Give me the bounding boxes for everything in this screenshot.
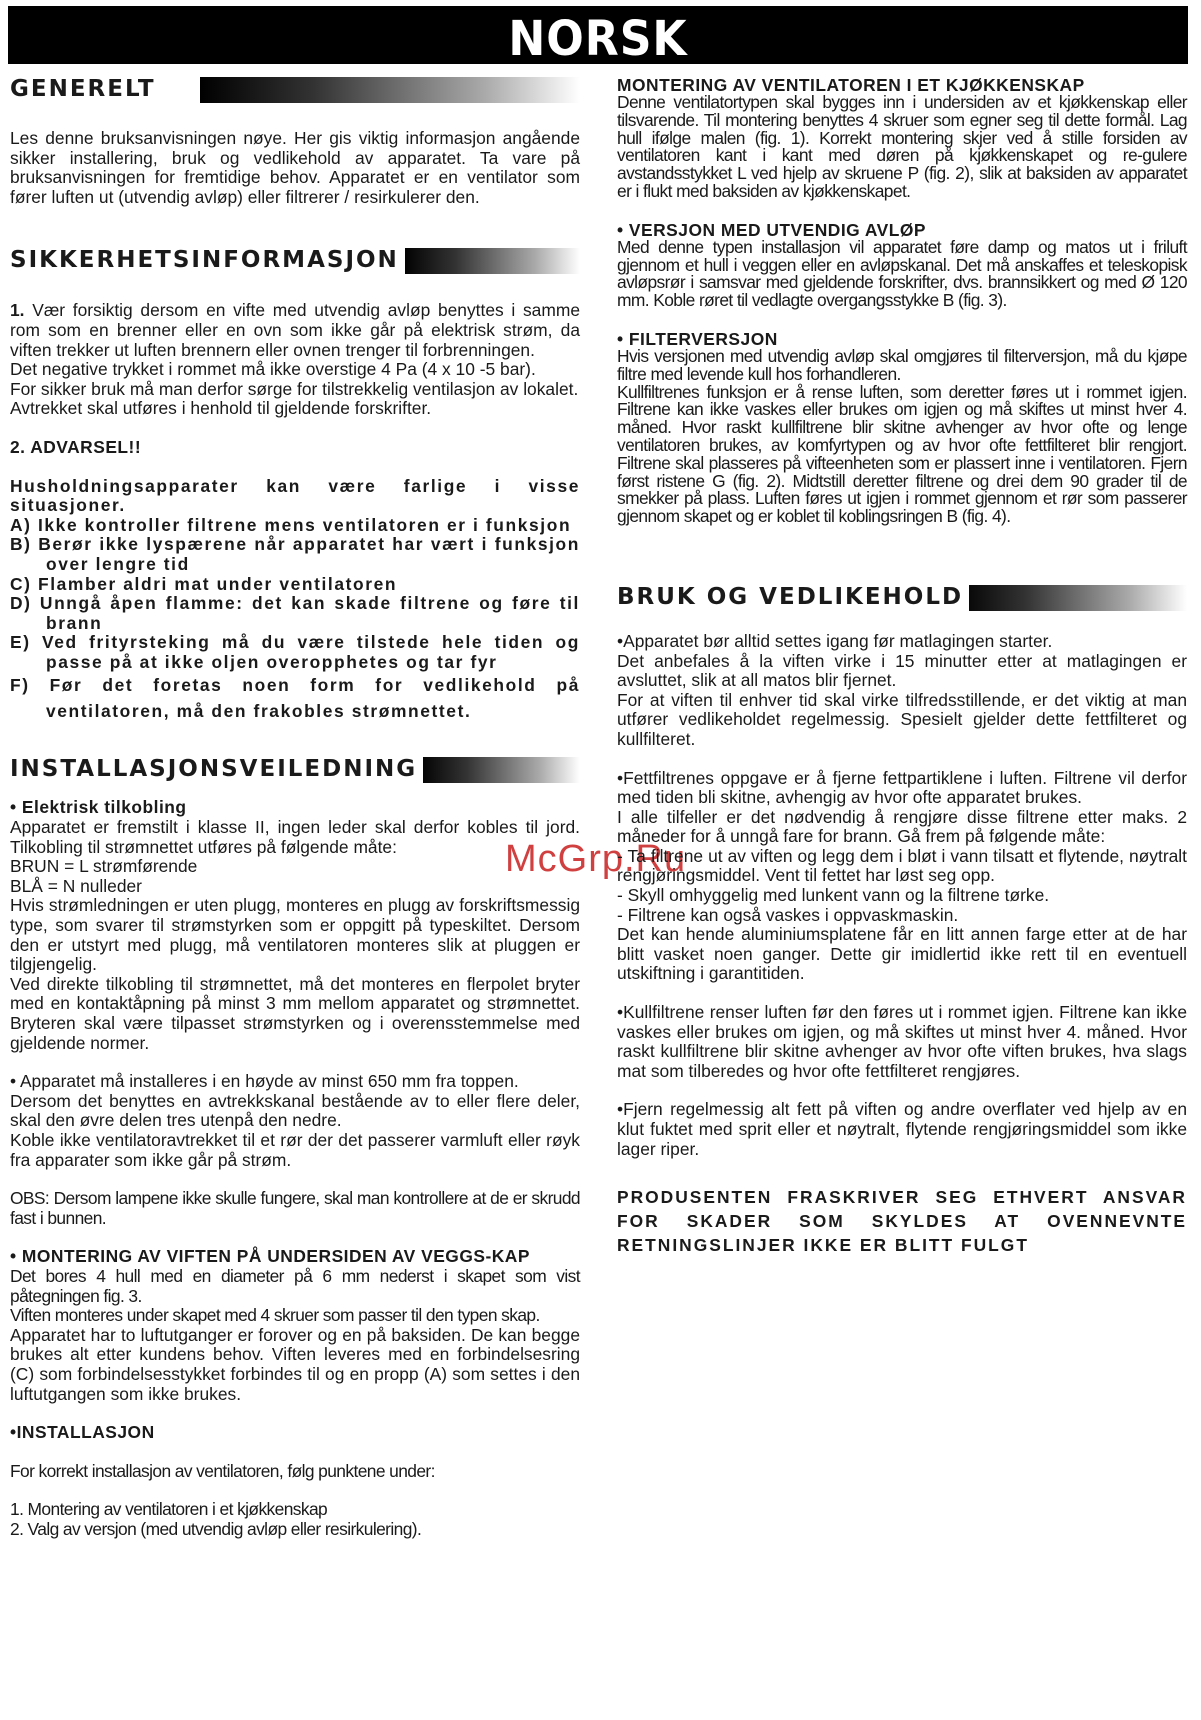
- heading-gradient-bar: [200, 77, 580, 103]
- utvendig-text: Med denne typen installasjon vil apparatet føre damp og matos ut i friluft gjennom et hull i veggen eller en avløpskanal. Det må anskaffes et teleskopisk avløpsrør i samsvar med gjeldende forskrifter, dvs. brannsikkert og med Ø 120 mm. Koble røret til vedlagte overgangsstykke B (fig. 3).: [617, 236, 1187, 311]
- fettfilter-text-6: Det kan hende aluminiumsplatene får en litt annen farge etter at de har blitt vasket noen ganger. Dette gir imidlertid ikke rett til en eventuell utskiftning i garantitiden.: [617, 924, 1187, 984]
- fettfilter-text-3: - Ta filtrene ut av viften og legg dem i bløt i vann tilsatt et flytende, nøytralt rengjøringsmiddel. Vent til fettet har løst seg opp.: [617, 845, 1187, 886]
- language-banner: [8, 6, 1188, 67]
- section-heading-sikkerhet: SIKKERHETSINFORMASJON: [10, 245, 580, 275]
- banner-title: NORSK: [508, 11, 688, 67]
- safety-paragraph-2: Det negative trykket i rommet må ikke overstige 4 Pa (4 x 10 -5 bar).: [10, 359, 536, 380]
- filter-text-2: Kullfiltrenes funksjon er å rense luften, som deretter føres ut i rommet igjen. Filtrene kan ikke vaskes eller brukes om igjen og må skiftes ut minst hver 4. måned. Hvor raskt kullfiltrene blir skitne avhenger av hvor ofte og lenge ventilatoren brukes, av komfyrtypen og av hvor ofte fettfilteret blir rengjort. Filtrene skal plasseres på vifteenheten som er plassert inne i ventilatoren. Fjern først ristene G (fig. 2). Midtstill deretter filtrene og drei dem 90 grader til de smekker på plass. Luften føres ut igjen i rommet gjennom et rør som passerer gjennom skapet og er koblet til koblingsringen B (fig. 4).: [617, 381, 1187, 527]
- list-item: D) Unngå åpen flamme: det kan skade filtrene og føre til brann: [10, 593, 580, 633]
- elektrisk-title: • Elektrisk tilkobling: [10, 797, 187, 818]
- height-text-2: Dersom det benyttes en avtrekkskanal bestående av to eller flere deler, skal den øvre delen tres utenpå den nedre.: [10, 1090, 580, 1131]
- warning-intro: Husholdningsapparater kan være farlige i visse situasjoner.: [10, 475, 580, 516]
- elektrisk-text-1: Apparatet er fremstilt i klasse II, ingen leder skal derfor kobles til jord. Tilkobling til strømnettet utføres på følgende måte:: [10, 817, 580, 857]
- installasjon-intro: For korrekt installasjon av ventilatoren, følg punktene under:: [10, 1460, 435, 1481]
- safety-paragraph-1: 1. Vær forsiktig dersom en vifte med utvendig avløp benyttes i samme rom som en brenner eller en ovn som ikke går på elektrisk strøm, da viften trekker ut luften brennern eller ovnen trenger til forbrenningen.: [10, 300, 580, 360]
- fettfilter-text-2: I alle tilfeller er det nødvendig å rengjøre disse filtrene etter maks. 2 måneder for å unngå fare for brann. Gå frem på følgende måte:: [617, 806, 1187, 847]
- heading-gradient-bar: [957, 585, 1187, 611]
- disclaimer: PRODUSENTEN FRASKRIVER SEG ETHVERT ANSVAR FOR SKADER SOM SKYLDES AT OVENNEVNTE RETNINGSLINJER IKKE ER BLITT FULGT: [617, 1187, 1187, 1256]
- veggskap-text-3: Apparatet har to luftutganger er forover og en på baksiden. De kan begge brukes alt etter kundens behov. Viften leveres med en forbindelsesring (C) som forbindelsesstykket forbindes til og en propp (A) som settes i den luftutgangen som ikke brukes.: [10, 1324, 580, 1404]
- elektrisk-text-2: Hvis strømledningen er uten plugg, monteres en plugg av forskriftsmessig type, som svarer til strømstyrken som er oppgitt på typeskiltet. Dersom den er utstyrt med plugg, må ventilatoren monteres slik at pluggen er tilgjengelig.: [10, 895, 580, 975]
- veggskap-text-2: Viften monteres under skapet med 4 skruer som passer til den typen skap.: [10, 1305, 540, 1326]
- filter-title: • FILTERVERSJON: [617, 328, 778, 349]
- height-text-1: • Apparatet må installeres i en høyde av minst 650 mm fra toppen.: [10, 1071, 519, 1092]
- warning-list: [10, 516, 580, 725]
- veggskap-title: • MONTERING AV VIFTEN PÅ UNDERSIDEN AV VEGGS-KAP: [10, 1246, 530, 1267]
- bruk-text-1: •Apparatet bør alltid settes igang før matlagingen starter.: [617, 630, 1053, 651]
- fettfilter-text-4: - Skyll omhyggelig med lunkent vann og la filtrene tørke.: [617, 885, 1050, 906]
- list-item: B) Berør ikke lyspærene når apparatet har vært i funksjon over lengre tid: [10, 534, 580, 574]
- left-column: [10, 74, 580, 1539]
- heading-gradient-bar: [402, 248, 580, 274]
- wire-blue: BLÅ = N nulleder: [10, 875, 142, 896]
- heading-gradient-bar: [418, 757, 580, 783]
- installasjon-step-2: 2. Valg av versjon (med utvendig avløp eller resirkulering).: [10, 1518, 422, 1539]
- bruk-text-3: For at viften til enhver tid skal virke tilfredsstillende, er det viktig at man utfører vedlikeholdet regelmessig. Spesielt gjelder dette fettfilteret og kullfilteret.: [617, 689, 1187, 749]
- bruk-text-2: Det anbefales å la viften virke i 15 minutter etter at matlagingen er avsluttet, slik at all matos blir fjernet.: [617, 650, 1187, 691]
- fettfilter-text-5: - Filtrene kan også vaskes i oppvaskmaskin.: [617, 904, 959, 925]
- warning-title: 2. ADVARSEL!!: [10, 436, 142, 457]
- generelt-text: Les denne bruksanvisningen nøye. Her gis viktig informasjon angående sikker installering, bruk og vedlikehold av apparatet. Ta vare på bruksanvisningen for fremtidige behov. Apparatet er en ventilator som fører luften ut (utvendig avløp) eller filtrerer / resirkulerer den.: [10, 128, 580, 207]
- obs-note: OBS: Dersom lampene ikke skulle fungere, skal man kontrollere at de er skrudd fast i bunnen.: [10, 1188, 580, 1228]
- list-item: A) Ikke kontroller filtrene mens ventilatoren er i funksjon: [10, 514, 572, 535]
- installasjon-step-1: 1. Montering av ventilatoren i et kjøkkenskap: [10, 1499, 328, 1520]
- kullfilter-text: •Kullfiltrene renser luften før den føres ut i rommet igjen. Filtrene kan ikke vaskes eller brukes om igjen, og må skiftes ut minst hver 4. måned. Hvor raskt kullfiltrene blir skitne avhenger av hvor ofte viften brukes, hva slags mat som tilberedes og hvor ofte fettfilteret rengjøres.: [617, 1002, 1187, 1081]
- filter-text-1: Hvis versjonen med utvendig avløp skal omgjøres til filterversjon, må du kjøpe filtre med levende kull hos forhandleren.: [617, 345, 1187, 384]
- kjokkenskap-title: MONTERING AV VENTILATOREN I ET KJØKKENSKAP: [617, 75, 1085, 95]
- utvendig-title: • VERSJON MED UTVENDIG AVLØP: [617, 219, 927, 240]
- right-column: [617, 76, 1187, 1257]
- kjokkenskap-text: Denne ventilatortypen skal bygges inn i undersiden av et kjøkkenskap eller tilsvarende. Til montering benyttes 4 skruer som egner seg til dette formål. Lag hull ifølge malen (fig. 1). Korrekt montering skjer ved å stille forsiden av ventilatoren kant i kant med døren på kjøkkenskapet og re-gulere avstandsstykket L ved hjelp av skruene P (fig. 2), slik at baksiden av apparatet er i flukt med baksiden av kjøkkenskapet.: [617, 92, 1187, 201]
- section-heading-installasjon: INSTALLASJONSVEILEDNING: [10, 754, 580, 784]
- section-heading-generelt: GENERELT: [10, 74, 580, 104]
- height-text-3: Koble ikke ventilatoravtrekket til et rør der det passerer varmluft eller røyk fra apparater som ikke går på strøm.: [10, 1129, 580, 1170]
- safety-paragraph-3: For sikker bruk må man derfor sørge for tilstrekkelig ventilasjon av lokalet.: [10, 378, 579, 399]
- list-item: C) Flamber aldri mat under ventilatoren: [10, 573, 398, 594]
- wire-brown: BRUN = L strømførende: [10, 856, 198, 877]
- list-item: F) Før det foretas noen form for vedlikehold på ventilatoren, må den frakobles strømnettet.: [10, 675, 580, 722]
- rengjoring-text: •Fjern regelmessig alt fett på viften og andre overflater ved hjelp av en klut fuktet med sprit eller et nøytralt, flytende rengjøringsmiddel som ikke lager riper.: [617, 1099, 1187, 1159]
- elektrisk-text-3: Ved direkte tilkobling til strømnettet, må det monteres en flerpolet bryter med en kontaktåpning på minst 3 mm mellom apparatet og strømnettet. Bryteren skal være tilpasset strømstyrken og i overensstemmelse med gjeldende normer.: [10, 973, 580, 1053]
- watermark: McGrp.Ru: [505, 838, 687, 880]
- veggskap-text-1: Det bores 4 hull med en diameter på 6 mm nederst i skapet som vist påtegningen fig. 3.: [10, 1265, 580, 1306]
- safety-paragraph-4: Avtrekket skal utføres i henhold til gjeldende forskrifter.: [10, 398, 432, 419]
- installasjon-title: •INSTALLASJON: [10, 1422, 155, 1443]
- list-item: E) Ved frityrsteking må du være tilstede hele tiden og passe på at ikke oljen overopphetes og tar fyr: [10, 632, 580, 672]
- fettfilter-text-1: •Fettfiltrenes oppgave er å fjerne fettpartiklene i luften. Filtrene vil derfor med tiden bli skitne, avhengig av hvor ofte apparatet brukes.: [617, 767, 1187, 808]
- section-heading-bruk: BRUK OG VEDLIKEHOLD: [617, 582, 1187, 612]
